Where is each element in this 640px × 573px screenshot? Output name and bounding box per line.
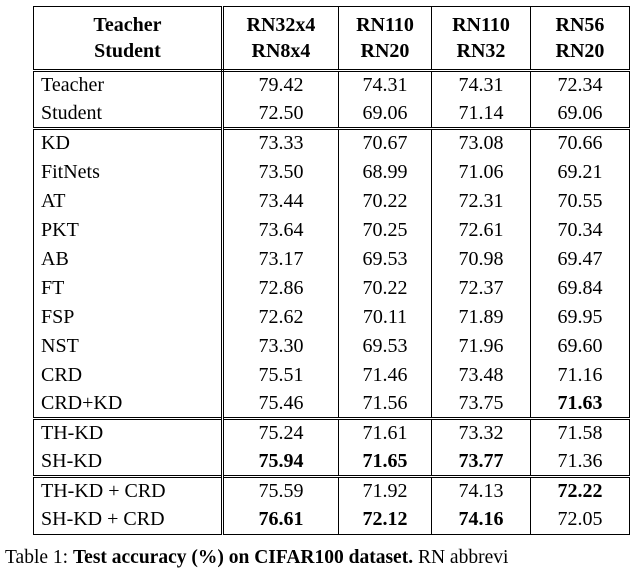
row-label: KD <box>34 129 223 158</box>
header-col-1-teacher: RN32x4 <box>246 14 316 36</box>
value-cell: 69.84 <box>531 274 630 303</box>
results-table-wrap <box>33 6 630 535</box>
table-row <box>34 245 630 274</box>
value-cell: 69.53 <box>339 332 432 361</box>
value-cell: 72.50 <box>223 100 339 129</box>
table-row <box>34 274 630 303</box>
value-cell: 74.13 <box>432 477 531 506</box>
value-cell: 72.34 <box>531 71 630 100</box>
header-col-rn32x4-rn8x4 <box>223 7 339 71</box>
value-cell: 71.06 <box>432 158 531 187</box>
value-cell: 73.32 <box>432 419 531 448</box>
results-table <box>33 6 630 535</box>
value-cell: 75.46 <box>223 390 339 419</box>
value-cell: 74.31 <box>432 71 531 100</box>
value-cell: 73.17 <box>223 245 339 274</box>
value-cell: 75.24 <box>223 419 339 448</box>
header-col-4-teacher: RN56 <box>555 14 605 36</box>
value-cell: 79.42 <box>223 71 339 100</box>
value-cell: 74.31 <box>339 71 432 100</box>
value-cell: 70.67 <box>339 129 432 158</box>
value-cell: 69.53 <box>339 245 432 274</box>
row-label: PKT <box>34 216 223 245</box>
header-col-rn110-rn32 <box>432 7 531 71</box>
value-cell: 71.46 <box>339 361 432 390</box>
row-label: CRD <box>34 361 223 390</box>
value-cell: 73.50 <box>223 158 339 187</box>
table-row <box>34 506 630 535</box>
value-cell: 69.47 <box>531 245 630 274</box>
value-cell: 70.66 <box>531 129 630 158</box>
caption-label: Table 1: <box>5 547 73 568</box>
value-cell: 71.63 <box>531 390 630 419</box>
row-label: TH-KD <box>34 419 223 448</box>
value-cell: 76.61 <box>223 506 339 535</box>
table-caption <box>5 545 640 571</box>
row-label: SH-KD <box>34 448 223 477</box>
value-cell: 73.75 <box>432 390 531 419</box>
value-cell: 71.58 <box>531 419 630 448</box>
value-cell: 70.22 <box>339 187 432 216</box>
value-cell: 71.56 <box>339 390 432 419</box>
value-cell: 69.21 <box>531 158 630 187</box>
table-row <box>34 332 630 361</box>
value-cell: 68.99 <box>339 158 432 187</box>
row-label: Student <box>34 100 223 129</box>
table-row <box>34 477 630 506</box>
table-body <box>34 71 630 535</box>
row-label: SH-KD + CRD <box>34 506 223 535</box>
value-cell: 71.61 <box>339 419 432 448</box>
table-row <box>34 158 630 187</box>
value-cell: 71.36 <box>531 448 630 477</box>
value-cell: 72.86 <box>223 274 339 303</box>
value-cell: 72.22 <box>531 477 630 506</box>
header-teacher-student-cell <box>34 7 223 71</box>
row-label: FSP <box>34 303 223 332</box>
row-label: FitNets <box>34 158 223 187</box>
header-col-4-student: RN20 <box>555 40 605 62</box>
table-row <box>34 390 630 419</box>
row-label: Teacher <box>34 71 223 100</box>
value-cell: 72.31 <box>432 187 531 216</box>
value-cell: 70.25 <box>339 216 432 245</box>
value-cell: 69.06 <box>531 100 630 129</box>
value-cell: 70.34 <box>531 216 630 245</box>
value-cell: 69.06 <box>339 100 432 129</box>
header-row <box>34 7 630 71</box>
table-row <box>34 361 630 390</box>
table-row <box>34 419 630 448</box>
value-cell: 69.95 <box>531 303 630 332</box>
value-cell: 73.48 <box>432 361 531 390</box>
value-cell: 74.16 <box>432 506 531 535</box>
header-student-label: Student <box>94 40 161 62</box>
header-col-1-student: RN8x4 <box>251 40 311 62</box>
value-cell: 71.92 <box>339 477 432 506</box>
header-col-2-teacher: RN110 <box>356 14 414 36</box>
value-cell: 70.11 <box>339 303 432 332</box>
value-cell: 73.64 <box>223 216 339 245</box>
value-cell: 70.55 <box>531 187 630 216</box>
table-row <box>34 216 630 245</box>
value-cell: 70.98 <box>432 245 531 274</box>
table-row <box>34 448 630 477</box>
value-cell: 73.08 <box>432 129 531 158</box>
header-col-rn56-rn20 <box>531 7 630 71</box>
value-cell: 73.33 <box>223 129 339 158</box>
header-col-rn110-rn20 <box>339 7 432 71</box>
value-cell: 73.77 <box>432 448 531 477</box>
row-label: FT <box>34 274 223 303</box>
value-cell: 75.59 <box>223 477 339 506</box>
value-cell: 71.14 <box>432 100 531 129</box>
table-row <box>34 100 630 129</box>
value-cell: 70.22 <box>339 274 432 303</box>
value-cell: 71.16 <box>531 361 630 390</box>
value-cell: 73.30 <box>223 332 339 361</box>
value-cell: 71.65 <box>339 448 432 477</box>
value-cell: 72.05 <box>531 506 630 535</box>
value-cell: 75.94 <box>223 448 339 477</box>
table-row <box>34 129 630 158</box>
value-cell: 73.44 <box>223 187 339 216</box>
value-cell: 72.62 <box>223 303 339 332</box>
value-cell: 71.96 <box>432 332 531 361</box>
row-label: AT <box>34 187 223 216</box>
caption-title: Test accuracy (%) on CIFAR100 dataset. <box>72 547 414 568</box>
row-label: AB <box>34 245 223 274</box>
row-label: CRD+KD <box>34 390 223 419</box>
value-cell: 71.89 <box>432 303 531 332</box>
table-row <box>34 303 630 332</box>
row-label: TH-KD + CRD <box>34 477 223 506</box>
value-cell: 69.60 <box>531 332 630 361</box>
header-col-3-student: RN32 <box>456 40 506 62</box>
value-cell: 75.51 <box>223 361 339 390</box>
value-cell: 72.37 <box>432 274 531 303</box>
header-teacher-label: Teacher <box>93 14 162 36</box>
value-cell: 72.12 <box>339 506 432 535</box>
header-col-2-student: RN20 <box>360 40 410 62</box>
row-label: NST <box>34 332 223 361</box>
table-row <box>34 71 630 100</box>
table-row <box>34 187 630 216</box>
caption-rest: RN abbrevi <box>413 547 509 568</box>
header-col-3-teacher: RN110 <box>452 14 510 36</box>
value-cell: 72.61 <box>432 216 531 245</box>
